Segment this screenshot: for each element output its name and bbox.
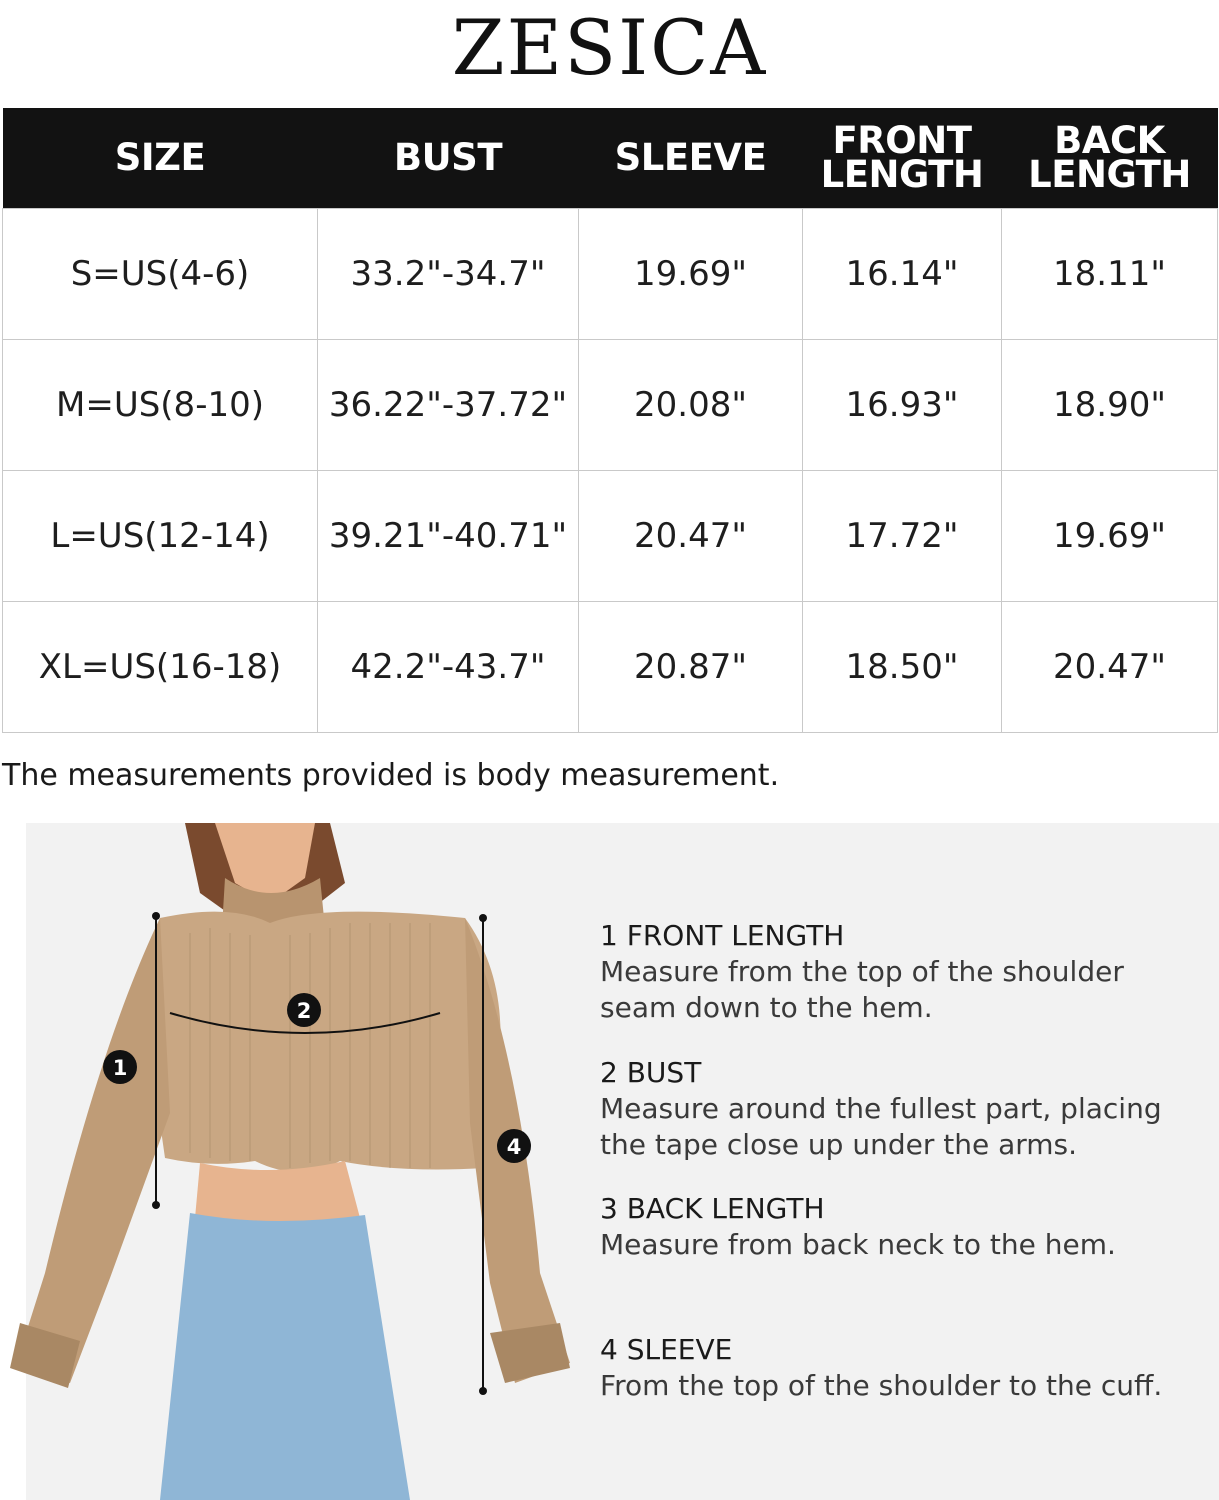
table-cell: 36.22"-37.72" <box>318 340 579 471</box>
header-back-length: BACK LENGTH <box>1002 108 1218 209</box>
marker-2-icon <box>287 993 321 1027</box>
table-cell: 20.47" <box>1002 602 1218 733</box>
header-front-length: FRONT LENGTH <box>803 108 1002 209</box>
instruction-text: the tape close up under the arms. <box>600 1128 1078 1161</box>
table-cell: 42.2"-43.7" <box>318 602 579 733</box>
header-sleeve: SLEEVE <box>579 108 803 209</box>
svg-text:4: 4 <box>506 1135 522 1159</box>
header-bust: BUST <box>318 108 579 209</box>
instruction-title: 1 FRONT LENGTH <box>600 919 845 952</box>
table-cell: 20.87" <box>579 602 803 733</box>
table-row <box>3 209 1218 340</box>
table-cell: 18.90" <box>1002 340 1218 471</box>
right-cuff <box>490 1323 570 1383</box>
instruction-text: Measure around the fullest part, placing <box>600 1092 1162 1125</box>
table-cell: 16.93" <box>803 340 1002 471</box>
instruction-front-length <box>600 918 1200 1026</box>
left-sleeve <box>15 918 170 1383</box>
sweater-model-illustration <box>0 823 600 1500</box>
table-row <box>3 340 1218 471</box>
table-cell: M=US(8-10) <box>3 340 318 471</box>
table-cell: 18.50" <box>803 602 1002 733</box>
table-row <box>3 471 1218 602</box>
table-cell: L=US(12-14) <box>3 471 318 602</box>
table-header-row <box>3 108 1218 209</box>
svg-text:1: 1 <box>112 1056 128 1080</box>
instruction-text: seam down to the hem. <box>600 991 933 1024</box>
instruction-sleeve <box>600 1332 1200 1404</box>
instruction-text: From the top of the shoulder to the cuff. <box>600 1369 1163 1402</box>
marker-4-icon <box>497 1129 531 1163</box>
instruction-title: 3 BACK LENGTH <box>600 1192 825 1225</box>
table-cell: 20.08" <box>579 340 803 471</box>
jeans-shape <box>160 1213 410 1500</box>
instruction-title: 4 SLEEVE <box>600 1333 733 1366</box>
table-cell: 17.72" <box>803 471 1002 602</box>
table-cell: S=US(4-6) <box>3 209 318 340</box>
table-cell: XL=US(16-18) <box>3 602 318 733</box>
table-cell: 19.69" <box>579 209 803 340</box>
brand-logo: ZESICA <box>451 3 768 92</box>
table-cell: 20.47" <box>579 471 803 602</box>
instruction-back-length <box>600 1191 1200 1263</box>
table-cell: 33.2"-34.7" <box>318 209 579 340</box>
marker-1-icon <box>103 1050 137 1084</box>
header-size: SIZE <box>3 108 318 209</box>
instruction-bust <box>600 1055 1200 1163</box>
table-cell: 19.69" <box>1002 471 1218 602</box>
table-cell: 18.11" <box>1002 209 1218 340</box>
instruction-text: Measure from the top of the shoulder <box>600 955 1124 988</box>
table-row <box>3 602 1218 733</box>
table-cell: 39.21"-40.71" <box>318 471 579 602</box>
midriff-skin <box>195 1161 360 1226</box>
instruction-text: Measure from back neck to the hem. <box>600 1228 1116 1261</box>
measurement-note: The measurements provided is body measurement. <box>2 758 780 793</box>
size-chart-table <box>2 108 1218 733</box>
svg-text:2: 2 <box>296 999 312 1023</box>
instruction-title: 2 BUST <box>600 1056 702 1089</box>
table-cell: 16.14" <box>803 209 1002 340</box>
